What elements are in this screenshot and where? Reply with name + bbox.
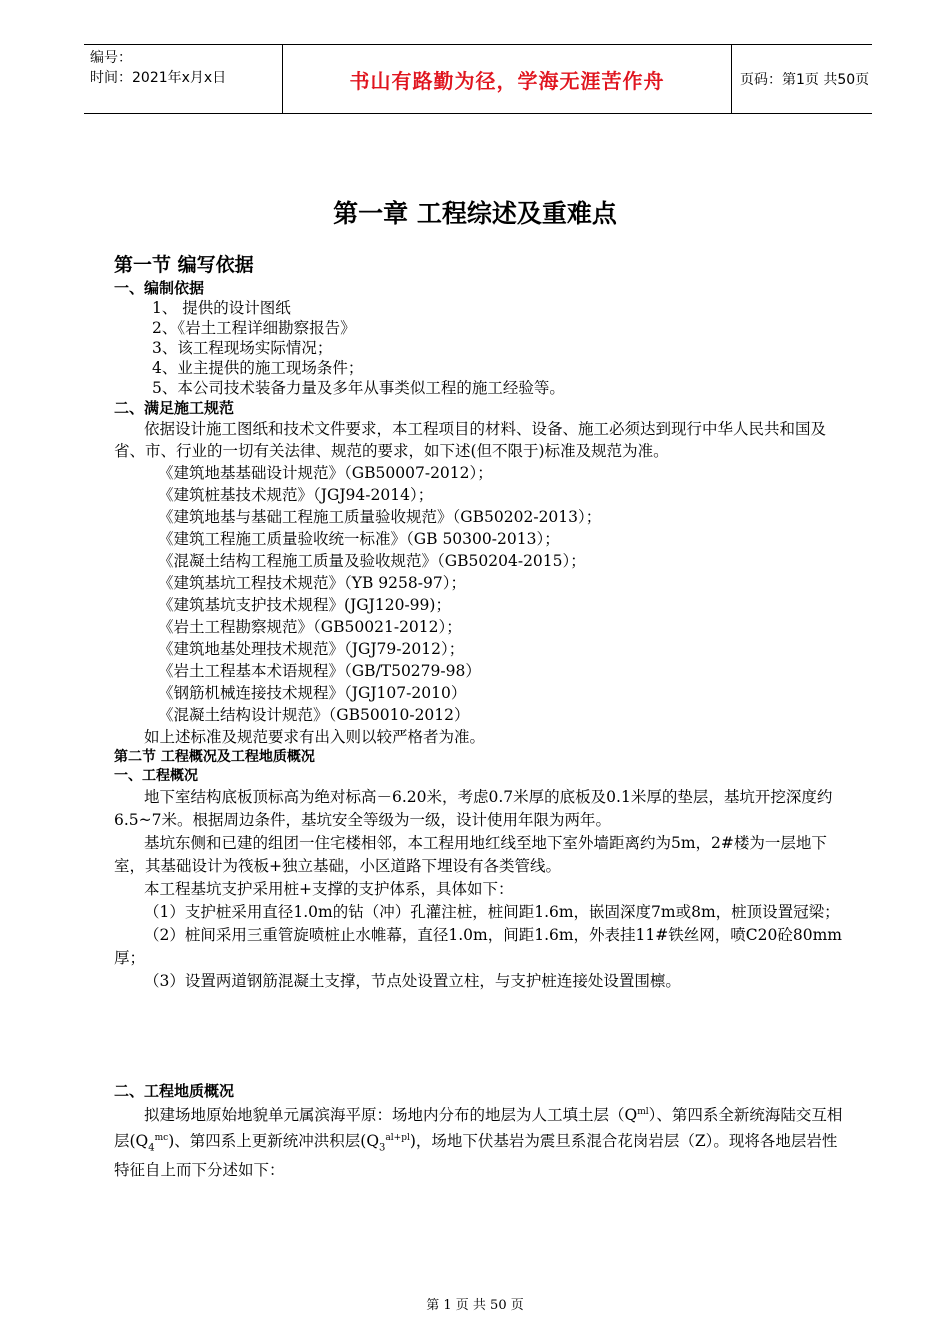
standard-item: 《建筑桩基技术规范》（JGJ94-2014）； xyxy=(158,486,434,504)
overview-paragraph: 基坑东侧和已建的组团一住宅楼相邻，本工程用地红线至地下室外墙距离约为5m，2#楼为一层地下室，其基础设计为筏板+独立基础，小区道路下埋设有各类管线。 xyxy=(114,834,827,875)
page-header xyxy=(84,44,872,114)
standard-item: 《建筑基坑支护技术规程》(JGJ120-99)； xyxy=(158,596,451,614)
basis-list-item: 5、本公司技术装备力量及多年从事类似工程的施工经验等。 xyxy=(152,379,565,397)
section-2-title: 第二节 工程概况及工程地质概况 xyxy=(114,749,315,765)
standards-closing: 如上述标准及规范要求有出入则以较严格者为准。 xyxy=(144,728,486,746)
overview-paragraph: 地下室结构底板顶标高为绝对标高－6.20米，考虑0.7米厚的底板及0.1米厚的垫层，基坑开挖深度约6.5~7米。根据周边条件，基坑安全等级为一级，设计使用年限为两年。 xyxy=(114,788,833,829)
basis-list-item: 1、 提供的设计图纸 xyxy=(152,299,291,317)
section-2-sub-2-title: 二、工程地质概况 xyxy=(114,1082,235,1100)
section-1-sub-2-title: 二、满足施工规范 xyxy=(114,399,235,417)
document-number-label: 编号： xyxy=(90,50,132,66)
standard-item: 《建筑基坑工程技术规范》（YB 9258-97）； xyxy=(158,574,466,592)
overview-paragraph: （1）支护桩采用直径1.0m的钻（冲）孔灌注桩，桩间距1.6m，嵌固深度7m或8m，桩顶设置冠梁； xyxy=(144,903,840,921)
standard-item: 《岩土工程勘察规范》（GB50021-2012）； xyxy=(158,618,462,636)
overview-paragraph: （2）桩间采用三重管旋喷桩止水帷幕，直径1.0m，间距1.6m，外表挂11#铁丝网，喷C20砼80mm厚； xyxy=(114,926,842,967)
section-1-title: 第一节 编写依据 xyxy=(114,254,254,276)
standard-item: 《岩土工程基本术语规程》（GB/T50279-98） xyxy=(158,662,481,680)
geology-paragraph: 拟建场地原始地貌单元属滨海平原：场地内分布的地层为人工填土层$(Q^{ml})$、第四系全新统海陆交互相层$(Q_4^{mc})$、第四系上更新统冲洪积层$(Q_3^{al+pl})$，场地下伏基岩为震旦系混合花岗岩层（Z）。现将各地层岩性特征自上而下分述如下： xyxy=(114,1106,843,1180)
standard-item: 《建筑地基与基础工程施工质量验收规范》（GB50202-2013）； xyxy=(158,508,602,526)
section-1-sub-1-title: 一、编制依据 xyxy=(114,279,205,297)
overview-paragraph: 本工程基坑支护采用桩+支撑的支护体系，具体如下： xyxy=(144,880,514,898)
document-body xyxy=(114,252,844,1182)
standard-item: 《混凝土结构设计规范》（GB50010-2012） xyxy=(158,706,470,724)
chapter-title: 第一章 工程综述及重难点 xyxy=(333,199,617,228)
standard-item: 《钢筋机械连接技术规程》（JGJ107-2010） xyxy=(158,684,467,702)
standards-intro: 依据设计施工图纸和技术文件要求，本工程项目的材料、设备、施工必须达到现行中华人民共和国及省、市、行业的一切有关法律、规范的要求，如下述(但不限于)标准及规范为准。 xyxy=(114,420,827,460)
standard-item: 《建筑地基处理技术规范》（JGJ79-2012）； xyxy=(158,640,465,658)
header-motto: 书山有路勤为径，学海无涯苦作舟 xyxy=(282,45,732,113)
standard-item: 《混凝土结构工程施工质量及验收规范》（GB50204-2015）； xyxy=(158,552,586,570)
basis-list-item: 2、《岩土工程详细勘察报告》 xyxy=(152,319,356,337)
page-footer: 第 1 页 共 50 页 xyxy=(426,1298,524,1313)
overview-paragraph: （3）设置两道钢筋混凝土支撑，节点处设置立柱，与支护桩连接处设置围檩。 xyxy=(144,972,681,990)
document-time-label: 时间：2021年x月x日 xyxy=(90,70,227,86)
basis-list-item: 3、该工程现场实际情况； xyxy=(152,339,333,357)
header-info xyxy=(90,48,276,110)
standard-item: 《建筑工程施工质量验收统一标准》（GB 50300-2013）； xyxy=(158,530,560,548)
standard-item: 《建筑地基基础设计规范》（GB50007-2012）； xyxy=(158,464,493,482)
basis-list-item: 4、业主提供的施工现场条件； xyxy=(152,359,364,377)
header-page-info: 页码：第1页 共50页 xyxy=(740,72,870,88)
section-2-sub-1-title: 一、工程概况 xyxy=(114,768,198,784)
